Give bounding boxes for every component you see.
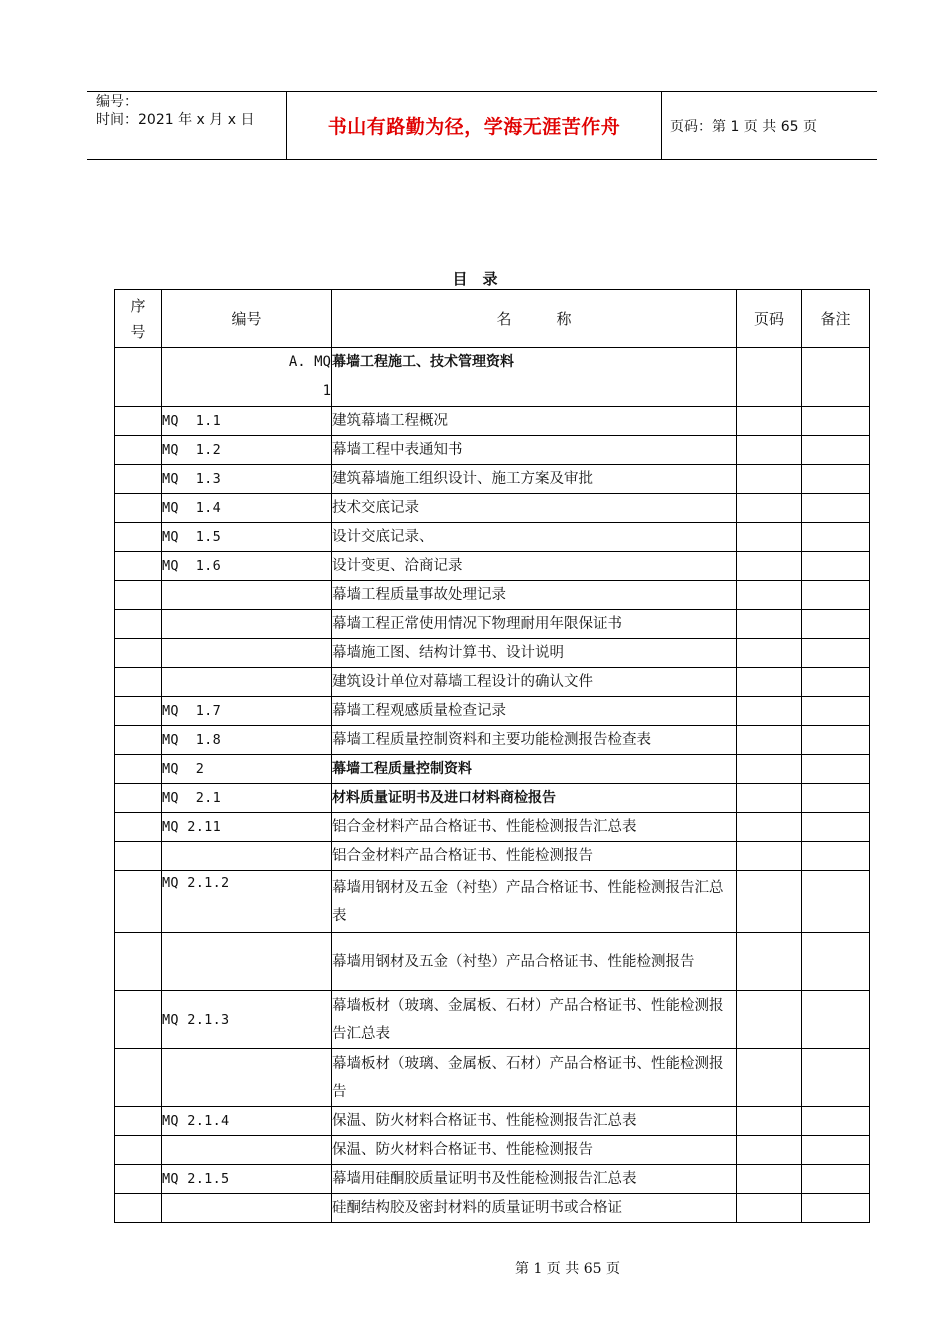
seq-cell <box>115 1107 162 1136</box>
remark-cell <box>802 552 870 581</box>
remark-cell <box>802 465 870 494</box>
page-cell <box>737 1194 802 1223</box>
remark-cell <box>802 494 870 523</box>
table-row <box>115 933 870 991</box>
table-row <box>115 1165 870 1194</box>
page-cell <box>737 1165 802 1194</box>
name-cell: 设计变更、洽商记录 <box>332 552 737 581</box>
name-cell: 幕墙工程中表通知书 <box>332 436 737 465</box>
code-cell: MQ 2.1.5 <box>162 1165 332 1194</box>
code-cell <box>162 610 332 639</box>
page-cell <box>737 933 802 991</box>
table-row <box>115 610 870 639</box>
document-number-label: 编号： <box>96 94 138 110</box>
table-row <box>115 494 870 523</box>
seq-cell <box>115 407 162 436</box>
page-cell <box>737 1107 802 1136</box>
name-cell: 幕墙用钢材及五金（衬垫）产品合格证书、性能检测报告汇总表 <box>332 871 737 933</box>
name-cell: 建筑幕墙施工组织设计、施工方案及审批 <box>332 465 737 494</box>
code-cell: MQ 1.5 <box>162 523 332 552</box>
remark-cell <box>802 991 870 1049</box>
name-cell: 铝合金材料产品合格证书、性能检测报告汇总表 <box>332 813 737 842</box>
table-row <box>115 552 870 581</box>
page-cell <box>737 1136 802 1165</box>
page-cell <box>737 610 802 639</box>
page-cell <box>737 523 802 552</box>
seq-cell <box>115 991 162 1049</box>
remark-cell <box>802 755 870 784</box>
code-cell <box>162 842 332 871</box>
page-cell <box>737 697 802 726</box>
remark-cell <box>802 842 870 871</box>
name-cell: 技术交底记录 <box>332 494 737 523</box>
document-date: 时间：2021 年 x 月 x 日 <box>96 112 255 128</box>
page-cell <box>737 436 802 465</box>
remark-cell <box>802 1107 870 1136</box>
page-cell <box>737 639 802 668</box>
seq-cell <box>115 1136 162 1165</box>
table-row <box>115 813 870 842</box>
code-cell: MQ 2 <box>162 755 332 784</box>
table-row <box>115 991 870 1049</box>
seq-cell <box>115 871 162 933</box>
page-cell <box>737 348 802 407</box>
seq-cell <box>115 348 162 407</box>
code-cell: MQ 2.1.4 <box>162 1107 332 1136</box>
name-cell: 幕墙工程质量控制资料和主要功能检测报告检查表 <box>332 726 737 755</box>
code-cell: MQ 2.1 <box>162 784 332 813</box>
seq-cell <box>115 639 162 668</box>
table-row <box>115 1194 870 1223</box>
page-cell <box>737 552 802 581</box>
page-cell <box>737 784 802 813</box>
code-cell <box>162 639 332 668</box>
seq-cell <box>115 813 162 842</box>
table-row <box>115 726 870 755</box>
code-cell: MQ 1.7 <box>162 697 332 726</box>
page-cell <box>737 991 802 1049</box>
remark-cell <box>802 407 870 436</box>
seq-cell <box>115 726 162 755</box>
header-seq: 序 号 <box>115 290 162 348</box>
seq-cell <box>115 933 162 991</box>
table-row <box>115 842 870 871</box>
name-cell: 幕墙施工图、结构计算书、设计说明 <box>332 639 737 668</box>
code-cell <box>162 1194 332 1223</box>
page-header <box>87 91 877 160</box>
remark-cell <box>802 871 870 933</box>
code-cell <box>162 1136 332 1165</box>
seq-cell <box>115 784 162 813</box>
remark-cell <box>802 784 870 813</box>
header-remark: 备注 <box>802 290 870 348</box>
header-code: 编号 <box>162 290 332 348</box>
remark-cell <box>802 813 870 842</box>
remark-cell <box>802 1136 870 1165</box>
header-name: 名 称 <box>332 290 737 348</box>
seq-cell <box>115 697 162 726</box>
seq-cell <box>115 610 162 639</box>
name-cell: 幕墙工程正常使用情况下物理耐用年限保证书 <box>332 610 737 639</box>
remark-cell <box>802 1049 870 1107</box>
remark-cell <box>802 668 870 697</box>
code-cell: MQ 1.4 <box>162 494 332 523</box>
seq-cell <box>115 552 162 581</box>
table-row <box>115 784 870 813</box>
remark-cell <box>802 581 870 610</box>
code-cell: MQ 1.2 <box>162 436 332 465</box>
code-cell <box>162 668 332 697</box>
footer-page-number: 第 1 页 共 65 页 <box>515 1261 620 1277</box>
header-meta <box>87 92 287 159</box>
code-cell: MQ 2.11 <box>162 813 332 842</box>
seq-cell <box>115 1049 162 1107</box>
name-cell: 材料质量证明书及进口材料商检报告 <box>332 784 737 813</box>
code-cell: MQ 2.1.2 <box>162 871 332 933</box>
name-cell: 幕墙工程观感质量检查记录 <box>332 697 737 726</box>
remark-cell <box>802 348 870 407</box>
name-cell: 幕墙用钢材及五金（衬垫）产品合格证书、性能检测报告 <box>332 933 737 991</box>
table-row <box>115 348 870 407</box>
table-row <box>115 436 870 465</box>
table-header-row <box>115 290 870 348</box>
code-cell <box>162 581 332 610</box>
name-cell: 幕墙板材（玻璃、金属板、石材）产品合格证书、性能检测报告 <box>332 1049 737 1107</box>
table-row <box>115 1049 870 1107</box>
header-motto: 书山有路勤为径，学海无涯苦作舟 <box>287 92 662 159</box>
name-cell: 建筑设计单位对幕墙工程设计的确认文件 <box>332 668 737 697</box>
page-cell <box>737 668 802 697</box>
name-cell: 幕墙工程质量控制资料 <box>332 755 737 784</box>
page-cell <box>737 726 802 755</box>
name-cell: 幕墙工程施工、技术管理资料 <box>332 348 737 407</box>
page-cell <box>737 755 802 784</box>
seq-cell <box>115 494 162 523</box>
page-cell <box>737 407 802 436</box>
table-row <box>115 755 870 784</box>
name-cell: 保温、防火材料合格证书、性能检测报告 <box>332 1136 737 1165</box>
name-cell: 幕墙用硅酮胶质量证明书及性能检测报告汇总表 <box>332 1165 737 1194</box>
seq-cell <box>115 581 162 610</box>
code-cell: MQ 1.8 <box>162 726 332 755</box>
remark-cell <box>802 933 870 991</box>
page-cell <box>737 465 802 494</box>
code-cell: MQ 1.1 <box>162 407 332 436</box>
table-row <box>115 668 870 697</box>
table-row <box>115 523 870 552</box>
remark-cell <box>802 697 870 726</box>
table-row <box>115 871 870 933</box>
table-row <box>115 639 870 668</box>
page-cell <box>737 842 802 871</box>
remark-cell <box>802 726 870 755</box>
name-cell: 幕墙板材（玻璃、金属板、石材）产品合格证书、性能检测报告汇总表 <box>332 991 737 1049</box>
seq-cell <box>115 436 162 465</box>
toc-title: 目 录 <box>452 270 498 288</box>
remark-cell <box>802 639 870 668</box>
table-row <box>115 697 870 726</box>
name-cell: 建筑幕墙工程概况 <box>332 407 737 436</box>
remark-cell <box>802 436 870 465</box>
remark-cell <box>802 1194 870 1223</box>
seq-cell <box>115 1165 162 1194</box>
remark-cell <box>802 610 870 639</box>
code-cell <box>162 933 332 991</box>
name-cell: 幕墙工程质量事故处理记录 <box>332 581 737 610</box>
seq-cell <box>115 523 162 552</box>
seq-cell <box>115 465 162 494</box>
code-cell: MQ 1.3 <box>162 465 332 494</box>
table-row <box>115 407 870 436</box>
seq-cell <box>115 1194 162 1223</box>
header-page-info: 页码：第 1 页 共 65 页 <box>670 118 817 135</box>
page-cell <box>737 494 802 523</box>
table-row <box>115 1136 870 1165</box>
table-row <box>115 581 870 610</box>
name-cell: 保温、防火材料合格证书、性能检测报告汇总表 <box>332 1107 737 1136</box>
remark-cell <box>802 523 870 552</box>
table-row <box>115 465 870 494</box>
header-page: 页码 <box>737 290 802 348</box>
page-cell <box>737 581 802 610</box>
code-cell: MQ 2.1.3 <box>162 991 332 1049</box>
code-cell <box>162 1049 332 1107</box>
seq-cell <box>115 668 162 697</box>
name-cell: 铝合金材料产品合格证书、性能检测报告 <box>332 842 737 871</box>
name-cell: 硅酮结构胶及密封材料的质量证明书或合格证 <box>332 1194 737 1223</box>
page-cell <box>737 1049 802 1107</box>
page-cell <box>737 871 802 933</box>
table-row <box>115 1107 870 1136</box>
seq-cell <box>115 842 162 871</box>
seq-cell <box>115 755 162 784</box>
name-cell: 设计交底记录、 <box>332 523 737 552</box>
page-footer <box>0 1258 950 1278</box>
page-cell <box>737 813 802 842</box>
toc-title-wrap <box>0 268 950 289</box>
remark-cell <box>802 1165 870 1194</box>
code-cell: A. MQ 1 <box>162 348 332 407</box>
code-cell: MQ 1.6 <box>162 552 332 581</box>
toc-table <box>114 289 870 1223</box>
